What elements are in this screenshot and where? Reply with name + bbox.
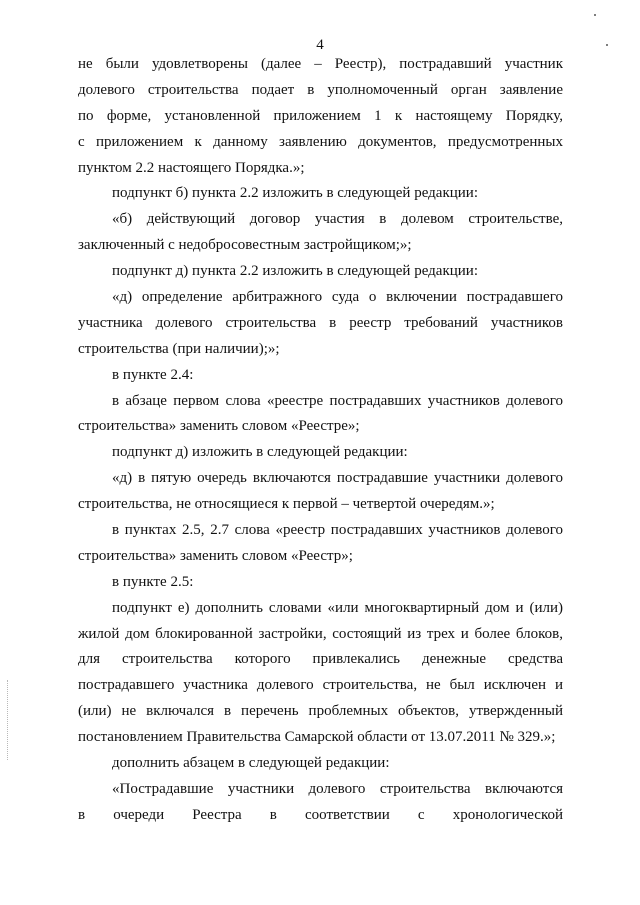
text-line: постановлением Правительства Самарской области от 13.07.2011 № 329.»; (78, 729, 556, 746)
text-line: «Пострадавшие участники долевого строительства включаются (112, 780, 563, 797)
document-body (78, 52, 563, 829)
text-line: по форме, установленной приложением 1 к настоящему Порядку, (78, 107, 563, 124)
text-line: заключенный с недобросовестным застройщиком;»; (78, 237, 412, 254)
text-line: в очереди Реестра в соответствии с хронологической (78, 806, 563, 823)
text-line: для строительства которого привлекались денежные средства (78, 651, 563, 668)
text-line: «б) действующий договор участия в долевом строительстве, (112, 211, 563, 228)
text-line: в пунктах 2.5, 2.7 слова «реестр пострадавших участников долевого (112, 522, 563, 539)
text-line: дополнить абзацем в следующей редакции: (112, 755, 390, 772)
text-line: пострадавшего участника долевого строительства, не был исключен и (78, 677, 563, 694)
text-line: жилой дом блокированной застройки, состоящий из трех и более блоков, (78, 625, 563, 642)
text-line: подпункт б) пункта 2.2 изложить в следующей редакции: (112, 185, 478, 202)
text-line: в абзаце первом слова «реестре пострадавших участников долевого (112, 392, 563, 409)
text-line: участника долевого строительства в реестр требований участников (78, 314, 563, 331)
text-line: «д) определение арбитражного суда о включении пострадавшего (112, 289, 563, 306)
text-line: строительства» заменить словом «Реестр»; (78, 547, 353, 564)
text-line: в пункте 2.5: (112, 573, 194, 590)
page-number: 4 (316, 37, 324, 53)
scan-mark (594, 14, 596, 16)
text-line: (или) не включался в перечень проблемных объектов, утвержденный (78, 703, 563, 720)
margin-rule (7, 680, 8, 760)
text-line: пунктом 2.2 настоящего Порядка.»; (78, 159, 305, 176)
text-line: не были удовлетворены (далее – Реестр), пострадавший участник (78, 56, 563, 72)
text-line: с приложением к данному заявлению документов, предусмотренных (78, 133, 563, 150)
text-line: строительства» заменить словом «Реестре»; (78, 418, 360, 435)
text-line: подпункт е) дополнить словами «или многоквартирный дом и (или) (112, 599, 563, 616)
text-line: «д) в пятую очередь включаются пострадавшие участники долевого (112, 470, 563, 487)
text-line: подпункт д) изложить в следующей редакции: (112, 444, 408, 461)
scan-mark (606, 44, 608, 46)
text-line: строительства (при наличии);»; (78, 340, 280, 357)
text-line: подпункт д) пункта 2.2 изложить в следующей редакции: (112, 263, 478, 280)
text-line: долевого строительства подает в уполномоченный орган заявление (78, 81, 563, 98)
text-line: строительства, не относящиеся к первой – четвертой очередям.»; (78, 496, 495, 513)
text-line: в пункте 2.4: (112, 366, 194, 383)
